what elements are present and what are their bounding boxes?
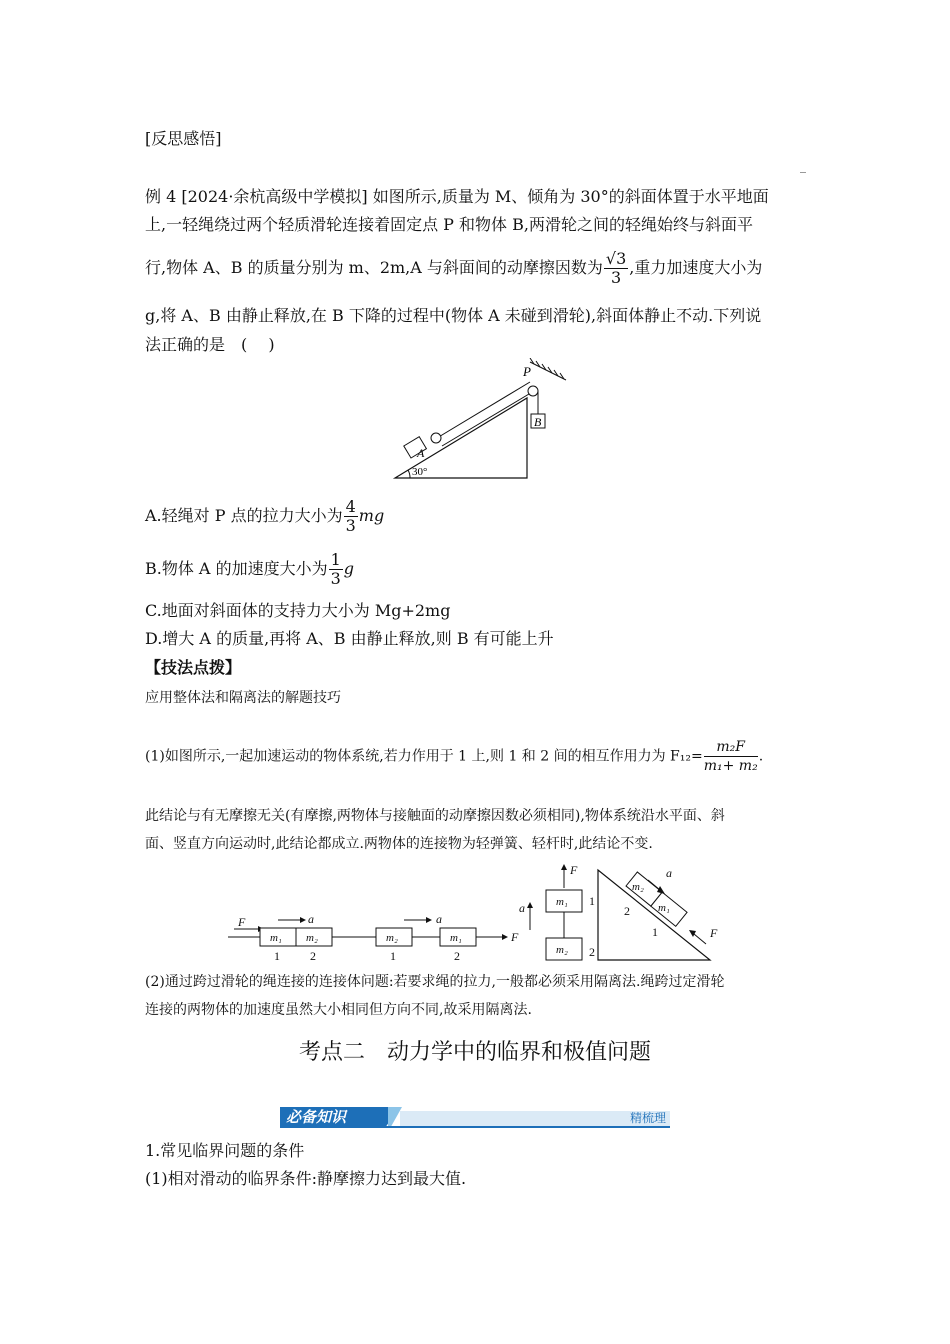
option-A-num: 4 <box>345 497 356 516</box>
sys1-m2: m₂ <box>306 932 318 944</box>
sys2-m2: m₂ <box>386 932 398 944</box>
sys4-F: F <box>710 926 718 940</box>
option-B-den: 3 <box>330 569 341 588</box>
sys4-m2: m₂ <box>632 881 644 893</box>
tips-p1-post: . <box>758 748 764 765</box>
tips-p1-den: m₁+ m₂ <box>703 758 758 774</box>
option-D[interactable]: D.增大 A 的质量,再将 A、B 由静止释放,则 B 有可能上升 <box>145 629 554 648</box>
sys3-a: a <box>519 901 525 915</box>
tips-p1-pre: (1)如图所示,一起加速运动的物体系统,若力作用于 1 上,则 1 和 2 间的相互作用力为 F₁₂= <box>145 748 703 765</box>
reflection-label: [反思感悟] <box>145 129 222 148</box>
option-A-fraction <box>344 498 358 535</box>
option-B-num: 1 <box>330 550 341 569</box>
sys2-n1: 1 <box>390 949 396 963</box>
sys2-a: a <box>436 912 442 926</box>
label-B: B <box>534 415 542 429</box>
example-line-5: 法正确的是 ( ) <box>145 335 275 354</box>
option-A-den: 3 <box>345 516 356 535</box>
top-pulley <box>528 386 538 396</box>
tips-p2-line2: 连接的两物体的加速度虽然大小相同但方向不同,故采用隔离法. <box>145 1002 532 1018</box>
angle-label: 30° <box>412 466 428 478</box>
knowledge-item-1: 1.常见临界问题的条件 <box>145 1141 305 1160</box>
option-B-pre: B.物体 A 的加速度大小为 <box>145 559 328 578</box>
tips-p2-line1: (2)通过跨过滑轮的绳连接的连接体问题:若要求绳的拉力,一般都必须采用隔离法.绳跨过定滑轮 <box>145 974 725 990</box>
mu-numerator: √3 <box>605 249 627 268</box>
tips-p1-fraction <box>704 738 758 775</box>
example-line-2: 上,一轻绳绕过两个轻质滑轮连接着固定点 P 和物体 B,两滑轮之间的轻绳始终与斜面平 <box>145 215 753 234</box>
sys3-F: F <box>570 863 578 877</box>
example-line-3-post: ,重力加速度大小为 <box>629 258 763 277</box>
sys3-n1: 1 <box>589 894 595 908</box>
incline-figure <box>390 358 570 483</box>
sys4-a: a <box>666 866 672 880</box>
mu-denominator: 3 <box>611 268 622 287</box>
sys1-m1: m₁ <box>270 932 282 944</box>
section-title: 考点二 动力学中的临界和极值问题 <box>298 1040 651 1065</box>
sys1-a: a <box>308 912 314 926</box>
sys2-m1: m₁ <box>450 932 462 944</box>
sys4-n2: 2 <box>624 904 630 918</box>
mu-fraction <box>604 250 628 287</box>
option-A-pre: A.轻绳对 P 点的拉力大小为 <box>145 506 343 525</box>
sys1-F: F <box>238 915 246 929</box>
option-B-post: g <box>343 559 355 578</box>
option-A[interactable] <box>145 498 384 535</box>
ceiling-hatch <box>530 358 566 380</box>
option-B[interactable] <box>145 551 354 588</box>
angle-arc <box>408 470 410 478</box>
sys1-n2: 2 <box>310 949 316 963</box>
banner-left-label: 必备知识 <box>286 1108 347 1126</box>
example-line-3-pre: 行,物体 A、B 的质量分别为 m、2m,A 与斜面间的动摩擦因数为 <box>145 258 603 277</box>
knowledge-item-1-1: (1)相对滑动的临界条件:静摩擦力达到最大值. <box>145 1169 467 1188</box>
sys4-m1: m₁ <box>658 902 670 914</box>
sys4-incline <box>598 870 710 960</box>
label-A: A <box>417 446 425 460</box>
tips-p1-num: m₂F <box>704 738 758 757</box>
sys3-m1: m₁ <box>556 896 568 908</box>
knowledge-banner <box>280 1107 670 1129</box>
tips-subtitle: 应用整体法和隔离法的解题技巧 <box>145 690 341 706</box>
sys2-F: F <box>511 930 519 944</box>
example-line-4: g,将 A、B 由静止释放,在 B 下降的过程中(物体 A 未碰到滑轮),斜面体静止不动.下列说 <box>145 306 762 325</box>
tips-p1-line1 <box>145 738 763 775</box>
example-line-3 <box>145 250 762 287</box>
sys1-n1: 1 <box>274 949 280 963</box>
tips-p1-line3: 面、竖直方向运动时,此结论都成立.两物体的连接物为轻弹簧、轻杆时,此结论不变. <box>145 836 653 852</box>
sys3-m2: m₂ <box>556 944 568 956</box>
sys3-n2: 2 <box>589 945 595 959</box>
movable-pulley <box>431 433 441 443</box>
tips-heading: 【技法点拨】 <box>145 658 242 677</box>
option-B-fraction <box>329 551 343 588</box>
label-P: P <box>523 364 531 379</box>
tips-p1-line2: 此结论与有无摩擦无关(有摩擦,两物体与接触面的动摩擦因数必须相同),物体系统沿水平面、斜 <box>145 808 725 824</box>
sys4-n1: 1 <box>652 925 658 939</box>
systems-figure <box>228 860 728 970</box>
banner-right-label: 精梳理 <box>629 1111 666 1125</box>
option-A-post: mg <box>358 506 385 525</box>
sys2-n2: 2 <box>454 949 460 963</box>
option-C[interactable]: C.地面对斜面体的支持力大小为 Mg+2mg <box>145 601 451 620</box>
example-line-1: 例 4 [2024·余杭高级中学模拟] 如图所示,质量为 M、倾角为 30°的斜面体置于水平地面 <box>145 187 769 206</box>
margin-mark <box>800 172 806 173</box>
